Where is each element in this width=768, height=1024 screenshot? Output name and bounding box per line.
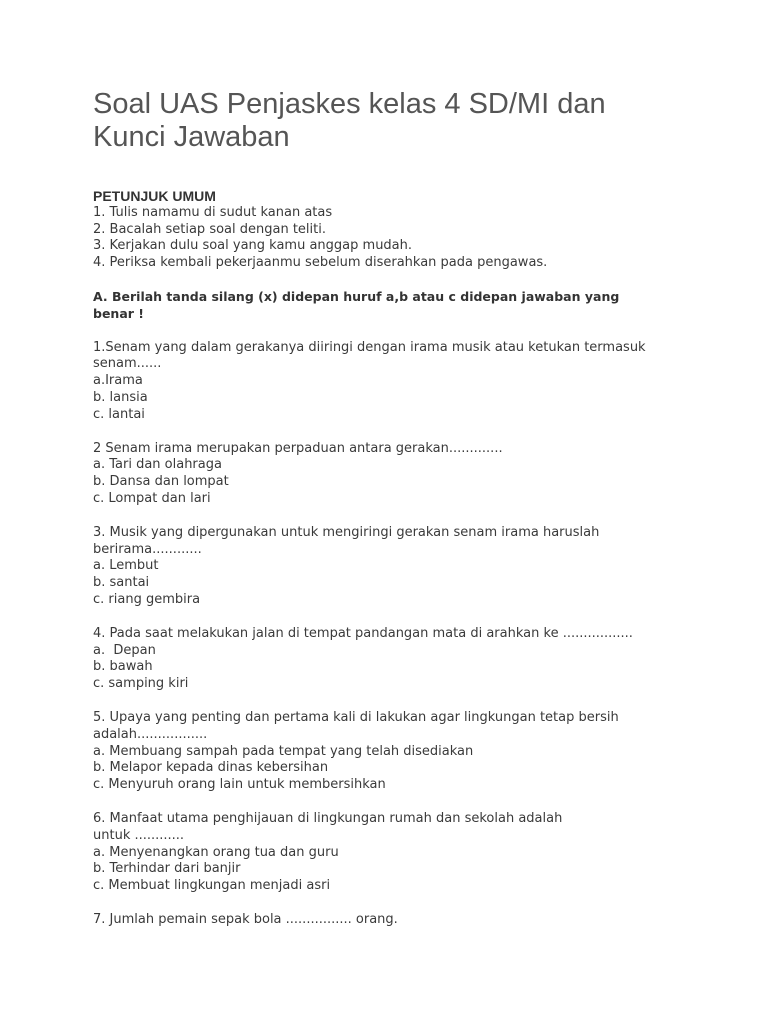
- answer-option: c. lantai: [93, 406, 145, 422]
- answer-option: c. Menyuruh orang lain untuk membersihkan: [93, 777, 386, 793]
- question-text: 5. Upaya yang penting dan pertama kali di lakukan agar lingkungan tetap bersih: [93, 709, 619, 725]
- question-text: 2 Senam irama merupakan perpaduan antara gerakan.............: [93, 440, 503, 456]
- answer-option: c. Membuat lingkungan menjadi asri: [93, 878, 331, 894]
- instruction-item: 2. Bacalah setiap soal dengan teliti.: [93, 221, 326, 237]
- question-text: 7. Jumlah pemain sepak bola ................ orang.: [93, 911, 398, 927]
- page-title-line-2: Kunci Jawaban: [93, 121, 290, 153]
- answer-option: a. Lembut: [93, 558, 159, 574]
- answer-option: a. Tari dan olahraga: [93, 457, 222, 473]
- answer-option: b. Melapor kepada dinas kebersihan: [93, 760, 329, 776]
- answer-option: b. bawah: [93, 659, 153, 675]
- answer-option: a. Menyenangkan orang tua dan guru: [93, 844, 339, 860]
- question-3: [93, 525, 693, 609]
- question-5: [93, 710, 693, 794]
- question-text: 1.Senam yang dalam gerakanya diiringi dengan irama musik atau ketukan termasuk: [93, 339, 646, 355]
- answer-option: b. Dansa dan lompat: [93, 474, 229, 490]
- question-text: 3. Musik yang dipergunakan untuk mengiringi gerakan senam irama haruslah: [93, 524, 600, 540]
- question-text: 4. Pada saat melakukan jalan di tempat pandangan mata di arahkan ke .................: [93, 625, 633, 641]
- page-title-line-1: Soal UAS Penjaskes kelas 4 SD/MI dan: [93, 88, 606, 120]
- answer-option: c. riang gembira: [93, 591, 201, 607]
- question-2: [93, 441, 693, 508]
- instruction-item: 1. Tulis namamu di sudut kanan atas: [93, 204, 333, 220]
- question-4: [93, 626, 693, 693]
- question-text: untuk ............: [93, 827, 185, 843]
- instruction-item: 4. Periksa kembali pekerjaanmu sebelum diserahkan pada pengawas.: [93, 255, 548, 271]
- section-a-instruction-line-1: A. Berilah tanda silang (x) didepan huruf a,b atau c didepan jawaban yang: [93, 288, 620, 304]
- section-a-instruction: [93, 289, 693, 323]
- question-1: [93, 340, 693, 424]
- answer-option: b. santai: [93, 575, 150, 591]
- answer-option: a. Depan: [93, 642, 156, 658]
- question-6: [93, 811, 693, 895]
- question-7: [93, 912, 693, 929]
- answer-option: c. samping kiri: [93, 676, 189, 692]
- general-instructions-heading: PETUNJUK UMUM: [93, 188, 216, 204]
- answer-option: a.Irama: [93, 373, 143, 389]
- page-title: [93, 88, 713, 154]
- question-text: adalah.................: [93, 726, 208, 742]
- document-body: [93, 188, 693, 929]
- section-a-instruction-line-2: benar !: [93, 305, 144, 321]
- answer-option: c. Lompat dan lari: [93, 490, 211, 506]
- answer-option: b. Terhindar dari banjir: [93, 861, 241, 877]
- question-text: berirama............: [93, 541, 202, 557]
- general-instructions: [93, 188, 693, 272]
- answer-option: a. Membuang sampah pada tempat yang telah disediakan: [93, 743, 474, 759]
- answer-option: b. lansia: [93, 389, 148, 405]
- question-text: 6. Manfaat utama penghijauan di lingkungan rumah dan sekolah adalah: [93, 810, 563, 826]
- question-text: senam......: [93, 356, 162, 372]
- instruction-item: 3. Kerjakan dulu soal yang kamu anggap mudah.: [93, 238, 413, 254]
